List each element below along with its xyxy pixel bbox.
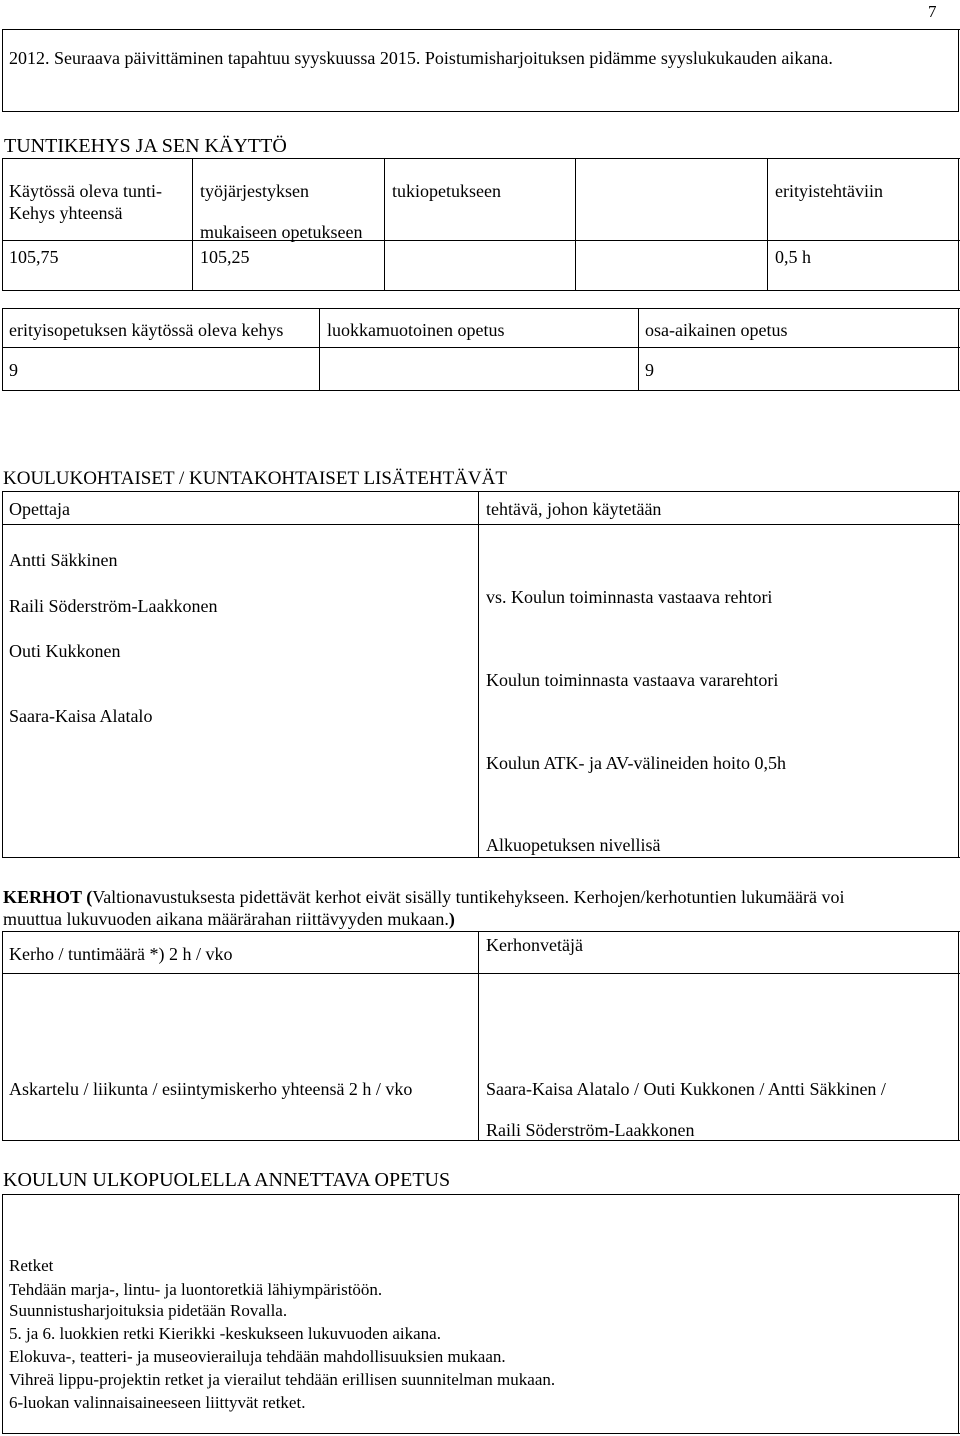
- header-teacher: Opettaja: [9, 499, 70, 519]
- teacher-name: Antti Säkkinen: [9, 550, 118, 570]
- tuntikehys-val1: 105,75: [9, 247, 59, 267]
- task-item: Koulun ATK- ja AV-välineiden hoito 0,5h: [486, 753, 786, 773]
- teacher-name: Raili Söderström-Laakkonen: [9, 596, 218, 616]
- kerhot-row-kerho: Askartelu / liikunta / esiintymiskerho yhteensä 2 h / vko: [9, 1079, 413, 1099]
- ulkopuolella-heading: KOULUN ULKOPUOLELLA ANNETTAVA OPETUS: [3, 1169, 451, 1191]
- ulkopuolella-line: Vihreä lippu-projektin retket ja vierailut tehdään erillisen suunnitelman mukaan.: [9, 1370, 556, 1389]
- kerhot-col1: Kerho / tuntimäärä *) 2 h / vko: [9, 944, 233, 964]
- tuntikehys-col1-line2: Kehys yhteensä: [9, 203, 123, 223]
- kerhot-row-vetaja2: Raili Söderström-Laakkonen: [486, 1120, 695, 1140]
- ulkopuolella-line: Tehdään marja-, lintu- ja luontoretkiä lähiympäristöön.: [9, 1280, 383, 1299]
- kerhot-row-vetaja1: Saara-Kaisa Alatalo / Outi Kukkonen / Antti Säkkinen /: [486, 1079, 886, 1099]
- kerhot-heading-text: Valtionavustuksesta pidettävät kerhot eivät sisälly tuntikehykseen. Kerhojen/kerhotuntien lukumäärä voi: [92, 887, 845, 907]
- intro-line: 2012. Seuraava päivittäminen tapahtuu syyskuussa 2015. Poistumisharjoituksen pidämme syyslukukauden aikana.: [9, 48, 833, 68]
- lisatehtavat-heading: KOULUKOHTAISET / KUNTAKOHTAISET LISÄTEHTÄVÄT: [3, 468, 507, 489]
- tuntikehys-val2: 105,25: [200, 247, 250, 267]
- ulkopuolella-line: 6-luokan valinnaisaineeseen liittyvät retket.: [9, 1393, 306, 1412]
- erityisopetus-col3: osa-aikainen opetus: [645, 320, 788, 340]
- erityisopetus-val1: 9: [9, 360, 18, 380]
- tuntikehys-col4: erityistehtäviin: [775, 181, 883, 201]
- task-item: Alkuopetuksen nivellisä: [486, 835, 661, 855]
- kerhot-heading-bold: KERHOT (: [3, 887, 93, 907]
- kerhot-heading-line2: [3, 909, 455, 930]
- page-number: 7: [928, 2, 937, 21]
- tuntikehys-val4: 0,5 h: [775, 247, 811, 267]
- tuntikehys-col1-line1: Käytössä oleva tunti-: [9, 181, 162, 201]
- kerhot-col2: Kerhonvetäjä: [486, 935, 583, 955]
- ulkopuolella-line: Retket: [9, 1256, 54, 1275]
- teacher-name: Saara-Kaisa Alatalo: [9, 706, 153, 726]
- tuntikehys-col3: tukiopetukseen: [392, 181, 501, 201]
- task-item: vs. Koulun toiminnasta vastaava rehtori: [486, 587, 773, 607]
- kerhot-heading: [3, 887, 845, 908]
- erityisopetus-val3: 9: [645, 360, 654, 380]
- ulkopuolella-line: Elokuva-, teatteri- ja museovierailuja tehdään mahdollisuuksien mukaan.: [9, 1347, 506, 1366]
- task-item: Koulun toiminnasta vastaava vararehtori: [486, 670, 779, 690]
- teacher-name: Outi Kukkonen: [9, 641, 121, 661]
- tuntikehys-heading: TUNTIKEHYS JA SEN KÄYTTÖ: [4, 135, 287, 157]
- erityisopetus-col2: luokkamuotoinen opetus: [327, 320, 505, 340]
- kerhot-heading-text2: muuttua lukuvuoden aikana määrärahan riittävyyden mukaan.: [3, 909, 449, 929]
- tuntikehys-col2-line1: työjärjestyksen: [200, 181, 309, 201]
- erityisopetus-col1: erityisopetuksen käytössä oleva kehys: [9, 320, 284, 340]
- ulkopuolella-line: 5. ja 6. luokkien retki Kierikki -keskukseen lukuvuoden aikana.: [9, 1324, 441, 1343]
- ulkopuolella-line: Suunnistusharjoituksia pidetään Rovalla.: [9, 1301, 288, 1320]
- tuntikehys-col2-line2: mukaiseen opetukseen: [200, 222, 363, 242]
- header-task: tehtävä, johon käytetään: [486, 499, 662, 519]
- kerhot-heading-close: ): [448, 909, 455, 929]
